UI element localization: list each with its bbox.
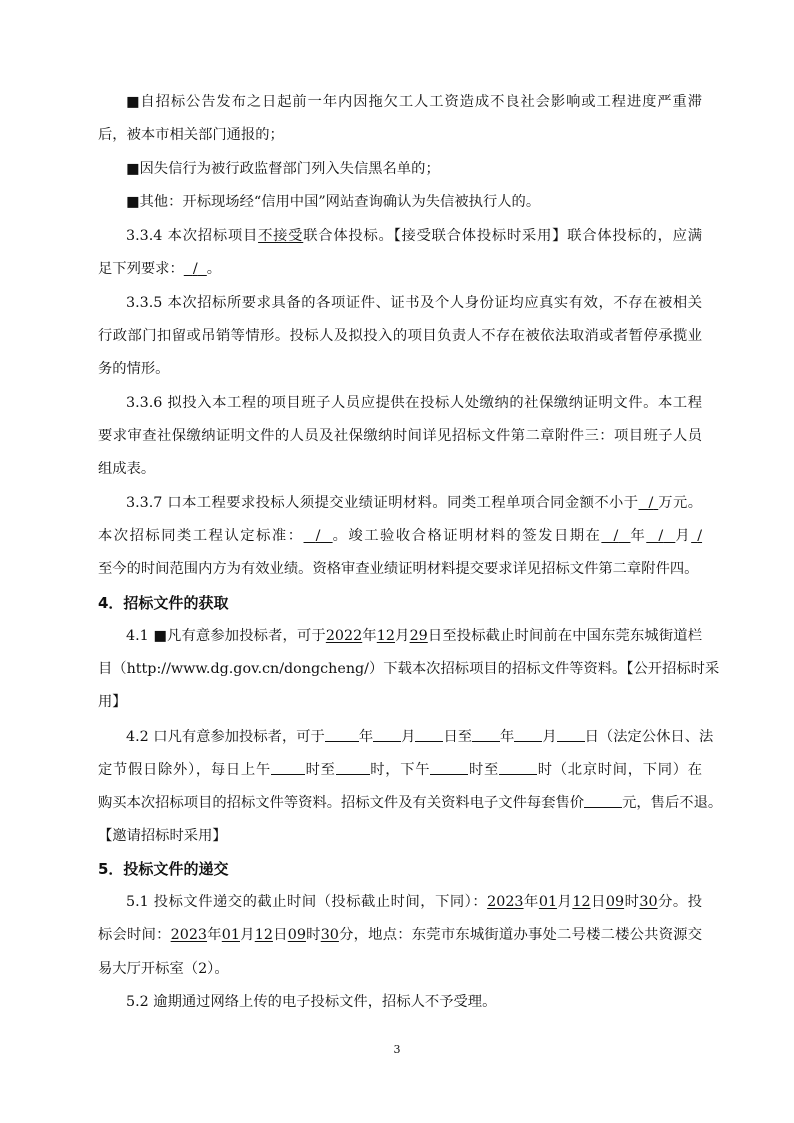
clause-3-3-4-not-accepted: 不接受 bbox=[258, 228, 304, 244]
deadline-minute: 30 bbox=[639, 894, 658, 910]
meeting-year: 2023 bbox=[170, 927, 208, 943]
clause-3-3-6-line-1: 3.3.6 拟投入本工程的项目班子人员应提供在投标人处缴纳的社保缴纳证明文件。本工程 bbox=[126, 395, 702, 411]
deadline-month-label: 月 bbox=[557, 894, 573, 910]
clause-4-2-text-l2a: 定节假日除外），每日上午 bbox=[98, 762, 271, 778]
blank-field bbox=[514, 726, 542, 742]
clause-4-2-line-3 bbox=[98, 792, 723, 813]
clause-3-3-6-line-2: 要求审查社保缴纳证明文件的人员及社保缴纳时间详见招标文件第二章附件三：项目班子人员 bbox=[98, 428, 702, 444]
clause-5-1-text-b: 标会时间： bbox=[98, 927, 171, 943]
contract-amount-blank bbox=[639, 495, 659, 511]
clause-3-3-7-text-c: 万元。 bbox=[658, 495, 703, 511]
clause-3-3-7-text-a: 3.3.7 口本工程要求投标人须提交业绩证明材料。同类工程单项合同金额不小于 bbox=[126, 495, 639, 511]
clause-4-2-text-l2e: 时（北京时间，下同）在 bbox=[537, 762, 703, 778]
year-label: 年 bbox=[630, 528, 647, 544]
clause-4-1-line-1 bbox=[126, 626, 702, 646]
disqualification-item-1-line-1: ■自招标公告发布之日起前一年内因拖欠工人工资造成不良社会影响或工程进度严重滞 bbox=[126, 94, 702, 110]
clause-4-1-year-label: 年 bbox=[362, 628, 377, 644]
month-value: / bbox=[658, 528, 664, 544]
meeting-hour-label: 时 bbox=[305, 927, 321, 943]
clause-5-1-text-a: 5.1 投标文件递交的截止时间（投标截止时间，下同）： bbox=[126, 894, 488, 910]
standard-blank bbox=[304, 528, 333, 544]
year-value: / bbox=[613, 528, 619, 544]
blank-field bbox=[271, 759, 305, 775]
blank-field bbox=[499, 759, 537, 775]
standard-value: / bbox=[315, 528, 321, 544]
deadline-minute-label: 分。投 bbox=[657, 894, 703, 910]
clause-4-2-line-2 bbox=[98, 759, 702, 780]
meeting-day: 12 bbox=[254, 927, 273, 943]
blank-field bbox=[336, 759, 370, 775]
clause-4-2-month-label: 月 bbox=[401, 729, 416, 745]
clause-4-2-line-1 bbox=[126, 726, 714, 747]
blank-field bbox=[472, 726, 500, 742]
clause-3-3-7-line-2 bbox=[98, 526, 702, 546]
clause-3-3-4-requirement-blank bbox=[184, 261, 207, 277]
clause-4-1-month: 12 bbox=[376, 628, 395, 644]
clause-5-2: 5.2 逾期通过网络上传的电子投标文件，招标人不予受理。 bbox=[126, 994, 497, 1010]
clause-4-2-text-e: 日（法定公休日、法 bbox=[584, 729, 714, 745]
clause-4-2-day-to-label: 日至 bbox=[443, 729, 473, 745]
clause-4-1-year: 2022 bbox=[325, 628, 363, 644]
disqualification-item-1-line-2: 后，被本市相关部门通报的； bbox=[98, 127, 284, 143]
clause-4-2-text-l2c: 时，下午 bbox=[369, 762, 431, 778]
clause-4-1-line-2: 目（http://www.dg.gov.cn/dongcheng/）下载本次招标项目的招标文件等资料。【公开招标时采 bbox=[98, 661, 720, 677]
clause-3-3-5-line-2: 行政部门扣留或吊销等情形。投标人及拟投入的项目负责人不存在被依法取消或者暂停承揽业 bbox=[98, 328, 702, 344]
meeting-month-label: 月 bbox=[240, 927, 255, 943]
year-blank bbox=[601, 528, 630, 544]
clause-4-2-text-l3b: 元，售后不退。 bbox=[622, 795, 723, 811]
deadline-hour: 09 bbox=[605, 894, 625, 910]
clause-4-2-month2-label: 月 bbox=[542, 729, 557, 745]
clause-5-1-line-2 bbox=[98, 925, 702, 945]
disqualification-item-2: ■因失信行为被行政监督部门列入失信黑名单的； bbox=[126, 161, 440, 177]
deadline-hour-label: 时 bbox=[624, 894, 640, 910]
clause-4-1-line-3: 用】 bbox=[98, 694, 127, 710]
blank-field bbox=[557, 726, 585, 742]
clause-4-2-line-4: 【邀请招标时采用】 bbox=[98, 828, 227, 844]
day-blank bbox=[691, 528, 702, 544]
meeting-year-label: 年 bbox=[207, 927, 222, 943]
clause-4-2-text-l3a: 购买本次招标项目的招标文件等资料。招标文件及有关资料电子文件每套售价 bbox=[98, 795, 585, 811]
meeting-month: 01 bbox=[221, 927, 240, 943]
day-value: / bbox=[697, 528, 703, 544]
blank-field bbox=[430, 759, 468, 775]
clause-3-3-4-text-f: 。 bbox=[206, 261, 222, 277]
deadline-year: 2023 bbox=[487, 894, 524, 910]
month-label: 月 bbox=[675, 528, 692, 544]
clause-3-3-7-line-3: 至今的时间范围内方为有效业绩。资格审查业绩证明材料提交要求详见招标文件第二章附件四。 bbox=[98, 561, 699, 577]
clause-3-3-7-text-f: 。竣工验收合格证明材料的签发日期在 bbox=[332, 528, 602, 544]
deadline-day: 12 bbox=[572, 894, 591, 910]
clause-3-3-5-line-3: 务的情形。 bbox=[98, 361, 170, 377]
clause-3-3-4-text-c: 联合体投标。【接受联合体投标时采用】联合体投标的，应满 bbox=[303, 228, 702, 244]
blank-field bbox=[373, 726, 401, 742]
clause-3-3-5-line-1: 3.3.5 本次招标所要求具备的各项证件、证书及个人身份证均应真实有效，不存在被相关 bbox=[126, 295, 702, 311]
clause-4-2-year2-label: 年 bbox=[500, 729, 515, 745]
contract-amount-value: / bbox=[648, 495, 654, 511]
month-blank bbox=[646, 528, 675, 544]
clause-4-1-month-label: 月 bbox=[395, 628, 410, 644]
meeting-minute-label: 分，地点：东莞市东城街道办事处二号楼二楼公共资源交 bbox=[338, 927, 703, 943]
disqualification-item-3: ■其他：开标现场经“信用中国”网站查询确认为失信被执行人的。 bbox=[126, 194, 541, 210]
deadline-day-label: 日 bbox=[590, 894, 606, 910]
clause-3-3-4-text-a: 3.3.4 本次招标项目 bbox=[126, 228, 259, 244]
clause-3-3-4-line-2 bbox=[98, 259, 702, 279]
clause-4-1-text-d: 日至投标截止时间前在中国东莞东城街道栏 bbox=[427, 628, 703, 644]
meeting-hour: 09 bbox=[287, 927, 306, 943]
clause-5-1-line-1 bbox=[126, 892, 702, 912]
section-4-heading: 4．招标文件的获取 bbox=[98, 594, 229, 612]
blank-field bbox=[415, 726, 443, 742]
clause-4-2-text-l2b: 时至 bbox=[304, 762, 336, 778]
clause-3-3-7-text-d: 本次招标同类工程认定标准： bbox=[98, 528, 304, 544]
clause-4-2-text-a: 4.2 口凡有意参加投标者，可于 bbox=[126, 729, 325, 745]
blank-field bbox=[584, 792, 622, 808]
clause-3-3-6-line-3: 组成表。 bbox=[98, 461, 156, 477]
clause-4-2-year-label: 年 bbox=[358, 729, 374, 745]
clause-4-2-text-l2d: 时至 bbox=[468, 762, 500, 778]
clause-5-1-line-3: 易大厅开标室（2）。 bbox=[98, 961, 229, 977]
section-5-heading: 5．投标文件的递交 bbox=[98, 860, 229, 878]
meeting-day-label: 日 bbox=[272, 927, 288, 943]
clause-3-3-4-requirement-value: / bbox=[192, 261, 198, 277]
clause-4-1-text-a: 4.1 ■凡有意参加投标者，可于 bbox=[126, 628, 326, 644]
page-number: 3 bbox=[393, 1043, 401, 1056]
deadline-month: 01 bbox=[538, 894, 558, 910]
blank-field bbox=[325, 726, 359, 742]
clause-3-3-7-line-1 bbox=[126, 493, 702, 513]
deadline-year-label: 年 bbox=[523, 894, 539, 910]
clause-3-3-4-line-1 bbox=[126, 226, 702, 246]
meeting-minute: 30 bbox=[320, 927, 339, 943]
clause-3-3-4-text-d: 足下列要求： bbox=[98, 261, 184, 277]
clause-4-1-day: 29 bbox=[409, 628, 428, 644]
